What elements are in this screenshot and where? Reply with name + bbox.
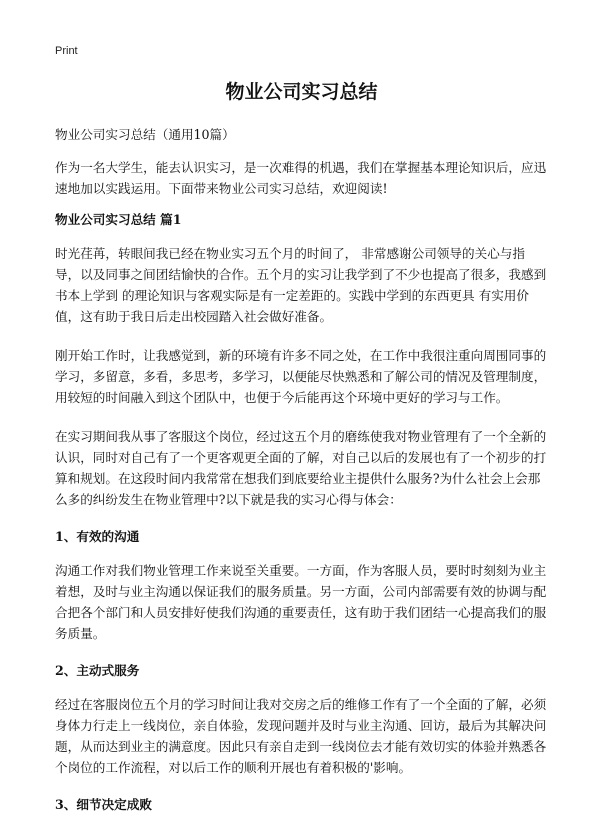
section-paragraph: 经过在客服岗位五个月的学习时间让我对交房之后的维修工作有了一个全面的了解，必须身体力行走上一线岗位，亲自体验，发现问题并及时与业主沟通、回访，最后为其解决问题，从而达到业主的满意度。因此只有亲自走到一线岗位去才能有效切实的体验并熟悉各个岗位的工作流程，对以后工作的顺利开展也有着积极的'影响。 <box>55 697 547 775</box>
section-heading: 1、有效的沟通 <box>55 529 140 544</box>
body-paragraph: 刚开始工作时，让我感觉到，新的环境有许多不同之处，在工作中我很注重向周围同事的学习，多留意，多看，多思考，多学习，以便能尽快熟悉和了解公司的情况及管理制度，用较短的时间融入到这个团队中，也便于今后能再这个环境中更好的学习与工作。 <box>55 348 547 405</box>
body-paragraph: 在实习期间我从事了客服这个岗位，经过这五个月的磨练使我对物业管理有了一个全新的认识，同时对自己有了一个更客观更全面的了解，对自己以后的发展也有了一个初步的打算和规划。在这段时间内我常常在想我们到底要给业主提供什么服务?为什么社会上会那么多的纠纷发生在物业管理中?以下就是我的实习心得与体会： <box>55 429 547 507</box>
subtitle: 物业公司实习总结（通用10篇） <box>55 127 235 142</box>
intro-paragraph: 作为一名大学生，能去认识实习，是一次难得的机遇，我们在掌握基本理论知识后，应迅速地加以实践运用。下面带来物业公司实习总结，欢迎阅读! <box>55 160 547 196</box>
section-heading: 3、细节决定成败 <box>55 797 152 812</box>
print-link[interactable]: Print <box>55 45 78 57</box>
page-title: 物业公司实习总结 <box>225 81 378 103</box>
body-paragraph: 时光荏苒，转眼间我已经在物业实习五个月的时间了， 非常感谢公司领导的关心与指导，以及同事之间团结愉快的合作。五个月的实习让我学到了不少也提高了很多，我感到书本上学到 的理论知识与客观实际是有一定差距的。实践中学到的东西更具 有实用价值，这有助于我日后走出校园踏入社会做好准备。 <box>55 246 547 324</box>
section-heading: 2、主动式服务 <box>55 663 140 678</box>
article-heading: 物业公司实习总结 篇1 <box>55 212 182 227</box>
section-paragraph: 沟通工作对我们物业管理工作来说至关重要。一方面，作为客服人员，要时时刻刻为业主着想，及时与业主沟通以保证我们的服务质量。另一方面，公司内部需要有效的协调与配合把各个部门和人员安排好使我们沟通的重要责任，这有助于我们团结一心提高我们的服务质量。 <box>55 563 547 641</box>
